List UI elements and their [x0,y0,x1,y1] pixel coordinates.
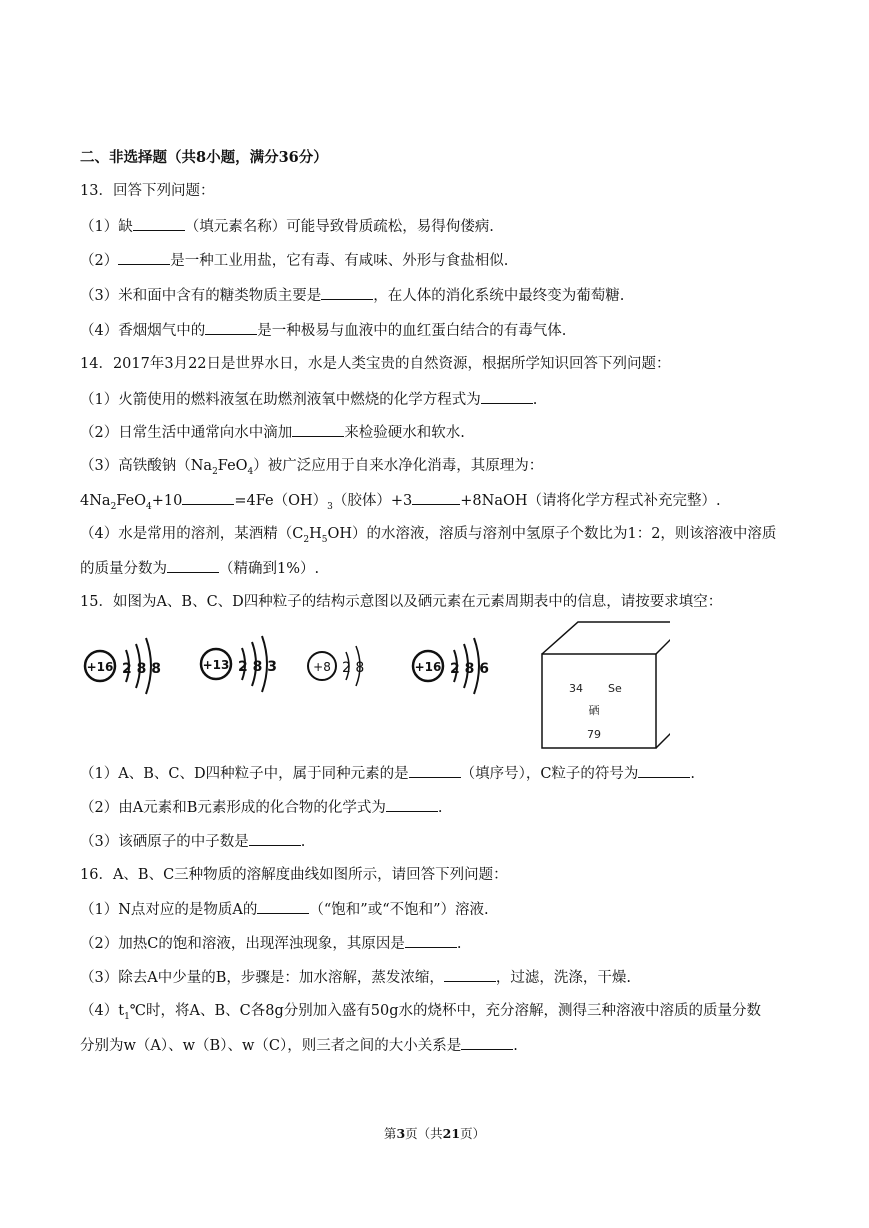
q15-part1: （1）A、B、C、D四种粒子中，属于同种元素的是 （填序号），C粒子的符号为 . [80,763,695,784]
answer-blank [321,285,373,300]
q14-equation: $4Na_2FeO_4+10 =4Fe(OH)_3$（胶体）+3 +8NaOH（请将化学方程式补充完整）. [80,490,721,517]
element-mass: 79 [587,728,601,741]
answer-blank [205,320,257,335]
answer-blank [257,899,309,914]
q13-part4: （4）香烟烟气中的 是一种极易与血液中的血红蛋白结合的有毒气体. [80,320,566,341]
q16-stem: 16．A、B、C三种物质的溶解度曲线如图所示，请回答下列问题： [80,867,508,883]
answer-blank [481,389,533,404]
q14-part1: （1）火箭使用的燃料液氢在助燃剂液氧中燃烧的化学方程式为 . [80,389,537,410]
answer-blank [412,490,460,505]
q13-part1: （1）缺 （填元素名称）可能导致骨质疏松，易得佝偻病. [80,216,494,237]
answer-blank [167,558,219,573]
answer-blank [249,831,301,846]
particle-c-diagram [308,646,364,750]
element-symbol: Se [608,682,622,695]
q13-stem: 13．回答下列问题： [80,183,215,199]
answer-blank [638,763,690,778]
svg-text:2 8 8: 2 8 8 [122,661,161,677]
answer-blank [405,933,457,948]
element-name: 硒 [588,704,600,717]
q16-part4: $(4)t_1℃$时，将A、B、C各8g分别加入盛有50g水的烧杯中，充分溶解，测得三种溶液中溶质的质量分数 [80,1003,761,1022]
q15-part3: （3）该硒原子的中子数是 . [80,831,305,852]
answer-blank [292,422,344,437]
particle-b-diagram [201,636,277,750]
answer-blank [182,490,234,505]
svg-text:+13: +13 [202,658,230,672]
page-footer: 第3页（共21页） [383,1126,486,1141]
svg-text:+16: +16 [86,660,114,674]
q16-part3: （3）除去A中少量的B，步骤是：加水溶解，蒸发浓缩， ，过滤，洗涤，干燥. [80,967,631,988]
q14-part4: （4）水是常用的溶剂，某酒精$(C_2H_5OH)$的水溶液，溶质与溶剂中氢原子个数比为1：2，则该溶液中溶质 [80,526,777,545]
q14-part2: （2）日常生活中通常向水中滴加 来检验硬水和软水. [80,422,465,443]
q13-part3: （3）米和面中含有的糖类物质主要是 ，在人体的消化系统中最终变为葡萄糖. [80,285,624,306]
q14-part4-cont: 的质量分数为 （精确到1%）. [80,558,319,579]
answer-blank [118,250,170,265]
periodic-table-cell [542,622,670,748]
answer-blank [409,763,461,778]
q15-part2: （2）由A元素和B元素形成的化合物的化学式为 . [80,797,442,818]
answer-blank [461,1035,513,1050]
particle-a-diagram [85,638,161,750]
q13-part2: （2） 是一种工业用盐，它有毒、有咸味、外形与食盐相似. [80,250,508,271]
section-title: 二、非选择题（共8小题，满分36分） [80,149,328,166]
particle-structure-figure [80,618,670,750]
answer-blank [133,216,185,231]
answer-blank [386,797,438,812]
svg-text:2 8 3: 2 8 3 [238,659,277,675]
element-number: 34 [569,682,583,695]
q15-stem: 15．如图为A、B、C、D四种粒子的结构示意图以及硒元素在元素周期表中的信息，请按要求填空： [80,594,723,610]
q16-part2: （2）加热C的饱和溶液，出现浑浊现象，其原因是 . [80,933,461,954]
q16-part1: （1）N点对应的是物质A的 （“饱和”或“不饱和”）溶液. [80,899,489,920]
q14-stem: 14．2017年3月22日是世界水日，水是人类宝贵的自然资源，根据所学知识回答下列问题： [80,356,671,372]
svg-text:+8: +8 [313,660,331,674]
answer-blank [444,967,496,982]
svg-text:+16: +16 [414,660,442,674]
particle-d-diagram [413,638,489,750]
svg-text:2 8: 2 8 [342,660,365,676]
q16-part4-cont: 分别为w（A）、w（B）、w（C），则三者之间的大小关系是 . [80,1035,518,1056]
q14-part3: （3）高铁酸钠$(Na_2FeO_4)$被广泛应用于自来水净化消毒，其原理为： [80,458,544,477]
svg-text:2 8 6: 2 8 6 [450,661,489,677]
